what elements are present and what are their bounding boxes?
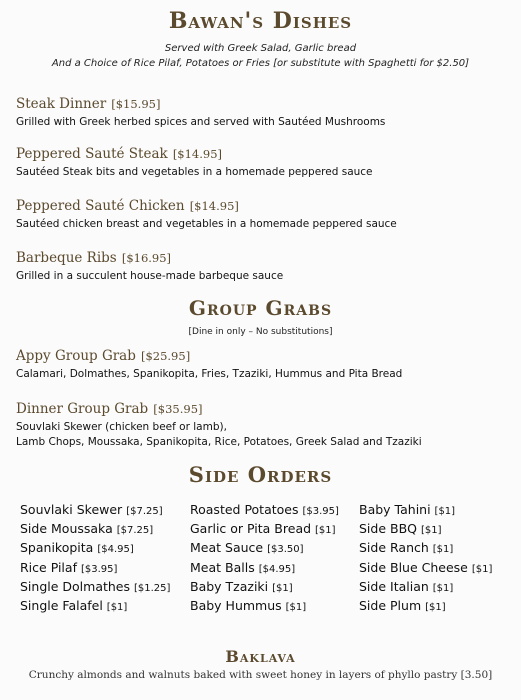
dish-price: [$14.95]: [189, 199, 239, 213]
baklava-title: Baklava: [225, 647, 296, 666]
side-item: [20, 598, 170, 617]
side-item-name: Single Falafel: [20, 597, 103, 613]
side-item-name: Spanikopita: [20, 540, 94, 556]
side-item-name: Side Blue Cheese: [359, 559, 468, 575]
dish-name: Peppered Sauté Steak: [16, 146, 168, 162]
dish-name: Dinner Group Grab: [16, 401, 149, 417]
baklava-description: Crunchy almonds and walnuts baked with sweet honey in layers of phyllo pastry [3.50]: [28, 669, 493, 681]
dish-description: Sautéed Steak bits and vegetables in a homemade peppered sauce: [16, 166, 373, 178]
side-item-price: [$1]: [432, 544, 454, 556]
dish-description: Sautéed chicken breast and vegetables in a homemade peppered sauce: [16, 218, 397, 230]
side-item-name: Meat Sauce: [190, 540, 264, 556]
side-item: [20, 502, 170, 521]
dish-barbeque-ribs: [16, 247, 511, 283]
side-item-name: Meat Balls: [190, 559, 255, 575]
dish-description: Grilled with Greek herbed spices and served with Sautéed Mushrooms: [16, 116, 386, 128]
side-orders-list: [20, 502, 510, 622]
side-item-price: [$1.25]: [134, 582, 171, 594]
side-orders-column: [20, 502, 170, 617]
side-item-name: Souvlaki Skewer: [20, 502, 123, 517]
side-item-name: Side Plum: [359, 597, 422, 613]
appy-group-grab: [16, 345, 511, 381]
side-item-name: Baby Tzaziki: [190, 578, 269, 594]
side-item-price: [$3.95]: [302, 506, 339, 517]
dish-peppered-saute-steak: [16, 143, 511, 179]
side-item-price: [$3.95]: [80, 563, 118, 575]
dish-name: Steak Dinner: [16, 96, 107, 112]
side-item-price: [$1]: [471, 563, 493, 575]
side-item-name: Roasted Potatoes: [190, 502, 299, 517]
side-item-price: [$1]: [285, 601, 307, 613]
side-item-price: [$1]: [425, 601, 446, 613]
side-item-price: [$1]: [106, 601, 128, 613]
side-item-name: Single Dolmathes: [20, 578, 131, 594]
side-item-price: [$4.95]: [258, 563, 296, 575]
side-item: [190, 521, 339, 540]
side-item-price: [$1]: [432, 582, 454, 594]
group-grabs-note: [Dine in only – No substitutions]: [188, 327, 333, 337]
side-item: [190, 579, 339, 598]
side-item-price: [$1]: [434, 506, 456, 517]
side-item: [190, 540, 339, 559]
side-item: [359, 502, 492, 521]
dish-price: [$14.95]: [172, 147, 223, 161]
side-item-name: Rice Pilaf: [20, 559, 77, 575]
dish-peppered-saute-chicken: [16, 195, 511, 231]
side-orders-column: [190, 502, 339, 617]
side-item-price: [$1]: [315, 525, 336, 537]
side-item-price: [$7.25]: [126, 506, 163, 517]
dish-name: Barbeque Ribs: [16, 250, 117, 266]
side-item-name: Side Italian: [359, 578, 429, 594]
side-item: [190, 502, 339, 521]
side-item: [20, 579, 170, 598]
dish-name: Appy Group Grab: [16, 348, 136, 364]
dish-steak-dinner: [16, 93, 511, 129]
dish-name: Peppered Sauté Chicken: [16, 198, 185, 214]
side-item-price: [$4.95]: [97, 544, 134, 556]
dish-price: [$15.95]: [111, 97, 161, 111]
side-orders-column: [359, 502, 492, 617]
side-item-price: [$7.25]: [116, 525, 154, 537]
side-item: [190, 598, 339, 617]
dish-description: Grilled in a succulent house-made barbeque sauce: [16, 270, 284, 282]
dinner-group-grab: [16, 398, 511, 449]
side-item-name: Garlic or Pita Bread: [190, 521, 312, 537]
side-item: [359, 560, 492, 579]
dish-price: [$16.95]: [121, 251, 172, 265]
side-item-price: [$3.50]: [267, 544, 304, 556]
side-item-name: Baby Tahini: [359, 502, 431, 517]
dish-description: Souvlaki Skewer (chicken beef or lamb),: [16, 421, 227, 433]
side-item-name: Baby Hummus: [190, 597, 282, 613]
side-item-price: [$1]: [420, 525, 442, 537]
dish-description: Lamb Chops, Moussaka, Spanikopita, Rice, Potatoes, Greek Salad and Tzaziki: [16, 436, 422, 448]
menu-title: Bawan's Dishes: [168, 8, 353, 34]
group-grabs-title: Group Grabs: [188, 296, 333, 320]
side-item: [359, 540, 492, 559]
menu-choice-note: And a Choice of Rice Pilaf, Potatoes or Fries [or substitute with Spaghetti for $2.50]: [51, 58, 470, 69]
side-item: [20, 521, 170, 540]
side-item: [190, 560, 339, 579]
dish-description: Calamari, Dolmathes, Spanikopita, Fries, Tzaziki, Hummus and Pita Bread: [16, 368, 403, 380]
side-item-name: Side Moussaka: [20, 521, 113, 537]
side-item: [20, 540, 170, 559]
side-item: [359, 521, 492, 540]
side-item-price: [$1]: [272, 582, 293, 594]
side-item: [359, 598, 492, 617]
side-item: [359, 579, 492, 598]
side-orders-title: Side Orders: [188, 462, 333, 487]
menu-subtitle: Served with Greek Salad, Garlic bread: [164, 43, 357, 54]
dish-price: [$35.95]: [153, 402, 203, 416]
dish-price: [$25.95]: [140, 349, 191, 363]
side-item-name: Side BBQ: [359, 521, 417, 537]
side-item-name: Side Ranch: [359, 540, 429, 556]
side-item: [20, 560, 170, 579]
